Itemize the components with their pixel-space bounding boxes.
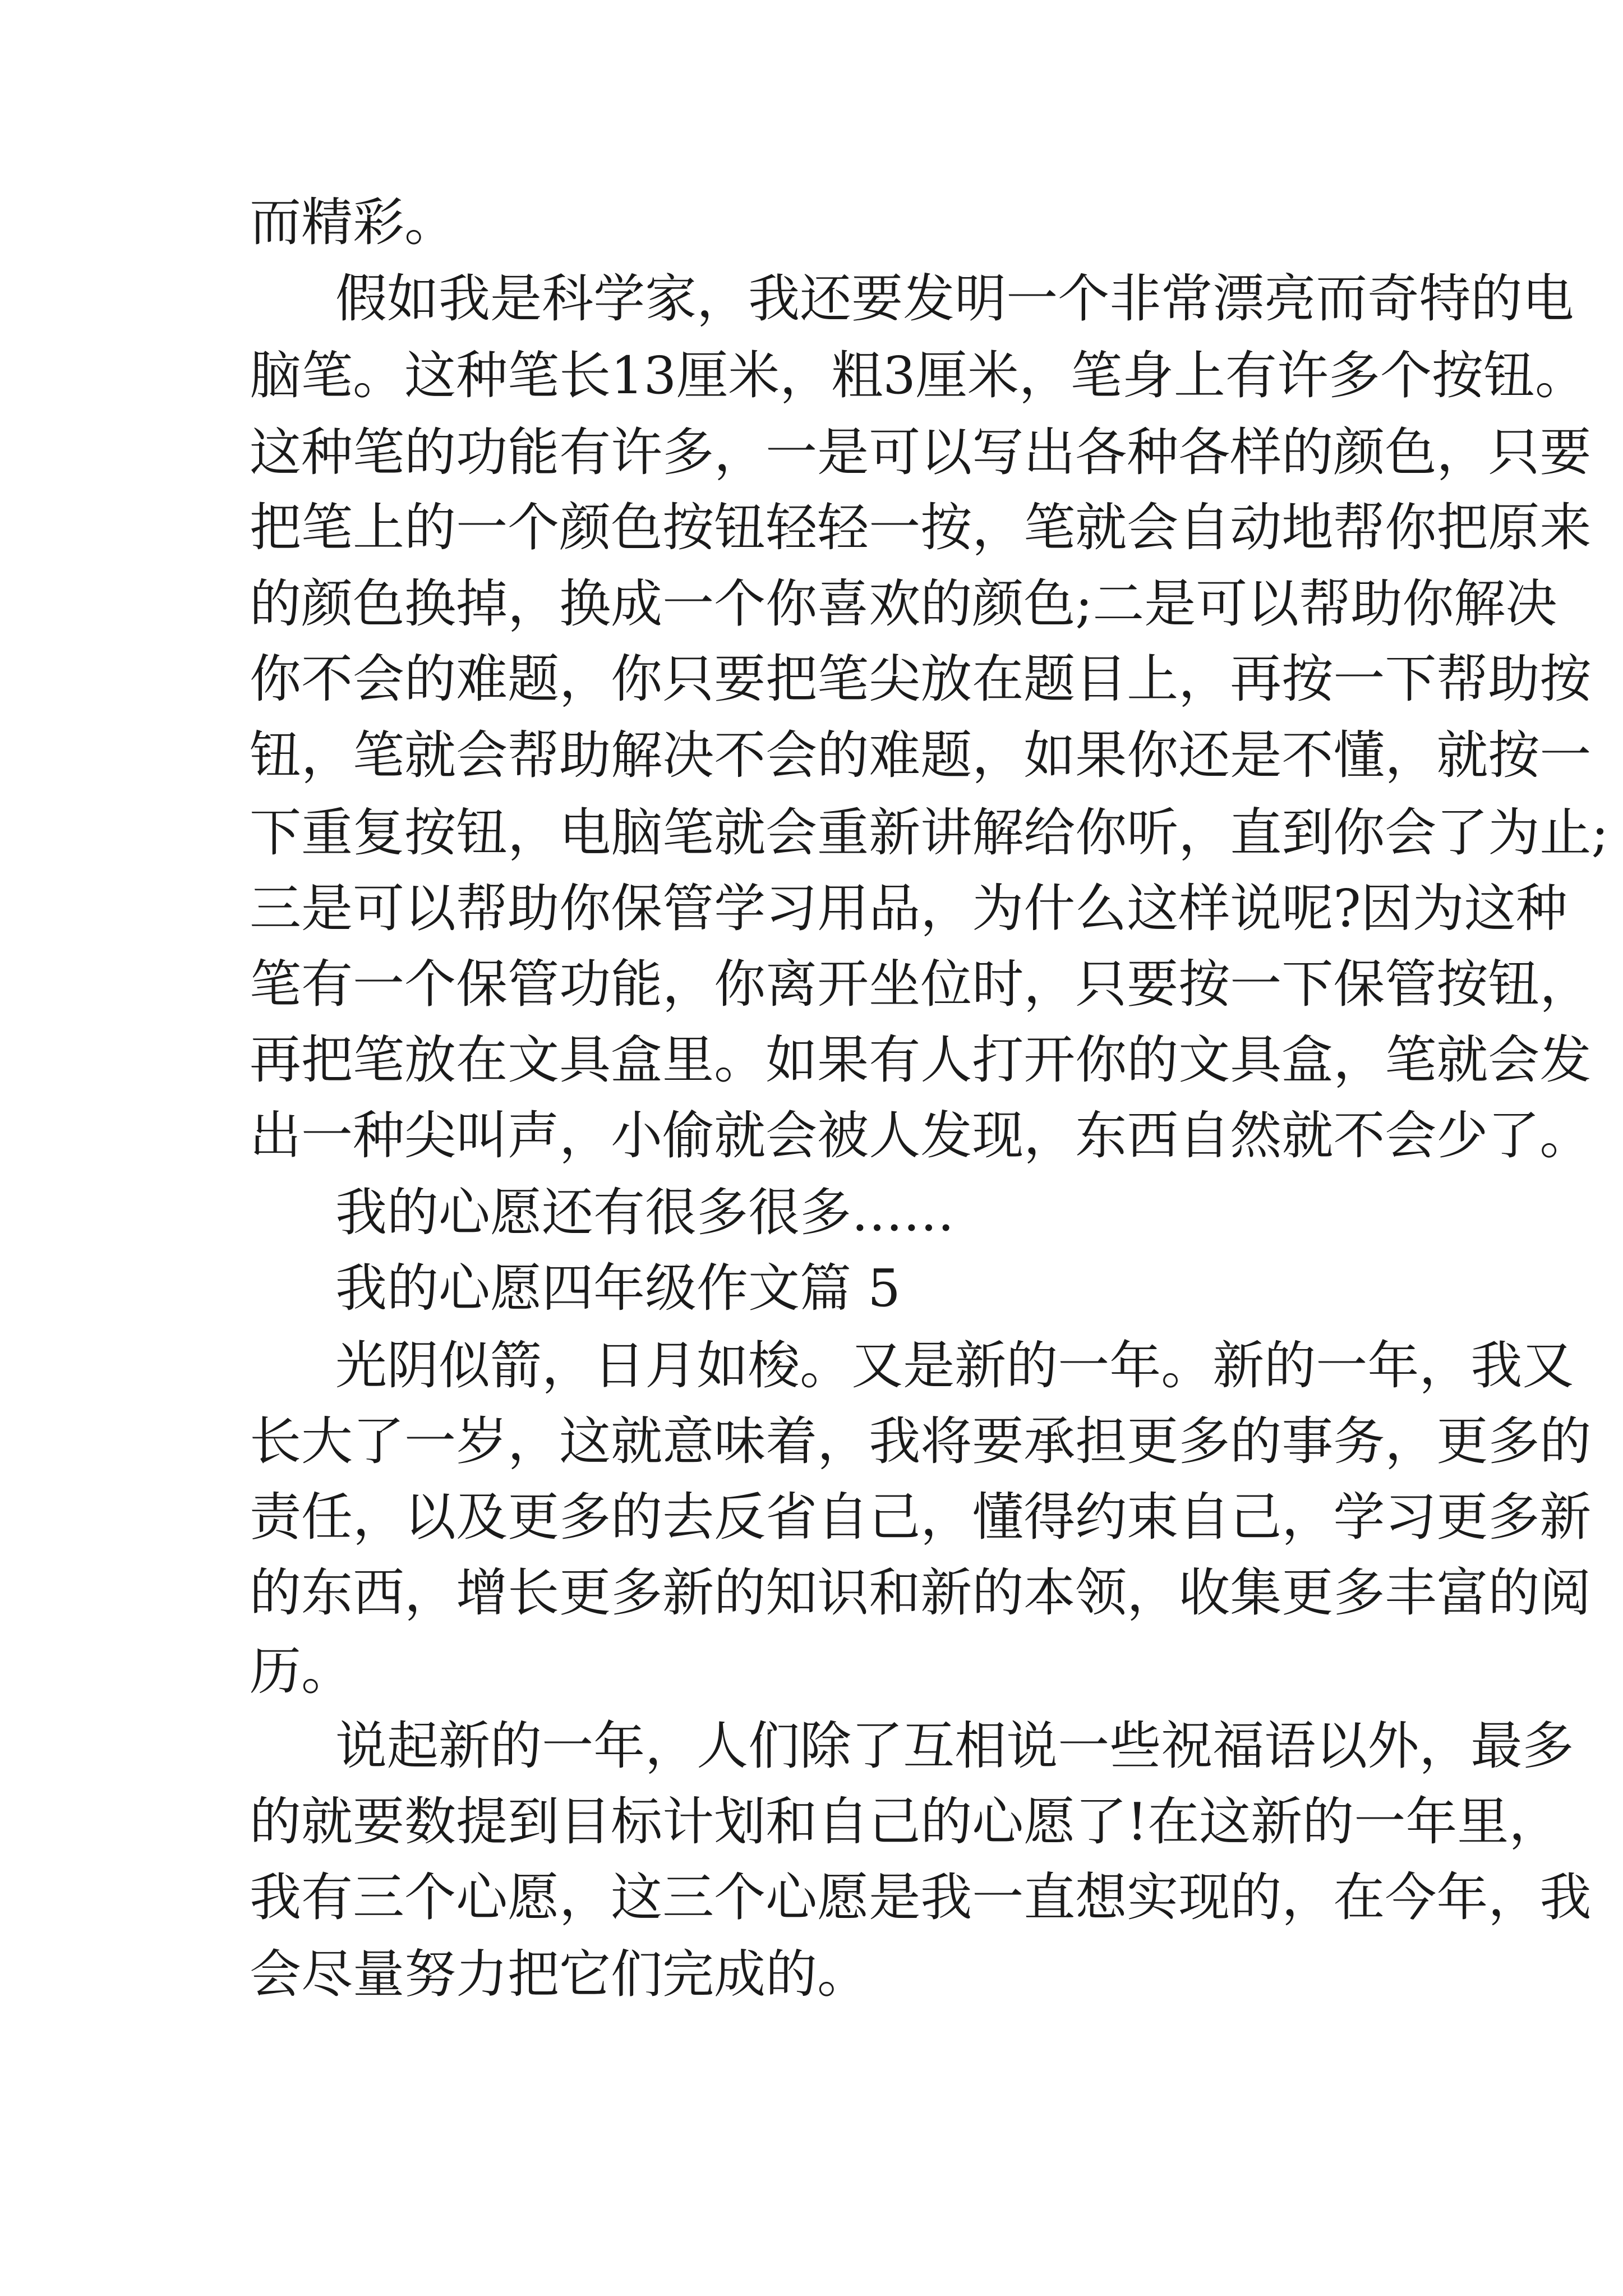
text-line: 会尽量努力把它们完成的。 [250, 1944, 869, 2004]
text-line: 三 是 可 以 帮 助 你 保 管 学 习 用 品 ， 为 什 么 这 样 说 呢 ? 因 为 这 种 [250, 878, 1567, 938]
text-line: 假 如 我 是 科 学 家 ， 我 还 要 发 明 一 个 非 常 漂 亮 而 奇 特 的 电 [335, 269, 1574, 329]
text-line: 的 颜 色 换 掉 ， 换 成 一 个 你 喜 欢 的 颜 色 ; 二 是 可 以 帮 助 你 解 决 [250, 574, 1557, 634]
text-line: 长 大 了 一 岁 ， 这 就 意 味 着 ， 我 将 要 承 担 更 多 的 事 务 ， 更 多 的 [250, 1411, 1592, 1471]
text-line: 的 就 要 数 提 到 目 标 计 划 和 自 己 的 心 愿 了 ! 在 这 新 的 一 年 里 ， [250, 1792, 1561, 1852]
text-line: 而精彩。 [250, 192, 457, 252]
text-line: 这 种 笔 的 功 能 有 许 多 ， 一 是 可 以 写 出 各 种 各 样 的 颜 色 ， 只 要 [250, 422, 1592, 482]
text-line: 再 把 笔 放 在 文 具 盒 里 。 如 果 有 人 打 开 你 的 文 具 盒 ， 笔 就 会 发 [250, 1030, 1592, 1090]
text-line: 笔 有 一 个 保 管 功 能 ， 你 离 开 坐 位 时 ， 只 要 按 一 下 保 管 按 钮 ， [250, 954, 1592, 1014]
text-line: 脑 笔 。 这 种 笔 长 13 厘 米 ， 粗 3 厘 米 ， 笔 身 上 有 许 多 个 按 钮 。 [250, 346, 1587, 406]
text-line: 光 阴 似 箭 ， 日 月 如 梭 。 又 是 新 的 一 年 。 新 的 一 年 ， 我 又 [335, 1336, 1574, 1396]
text-line: 下 重 复 按 钮 ， 电 脑 笔 就 会 重 新 讲 解 给 你 听 ， 直 到 你 会 了 为 止 ; [250, 803, 1609, 863]
text-line: 我的心愿还有很多很多…… [335, 1182, 955, 1243]
text-line: 钮 ， 笔 就 会 帮 助 解 决 不 会 的 难 题 ， 如 果 你 还 是 不 懂 ， 就 按 一 [250, 725, 1592, 785]
text-line: 我的心愿四年级作文篇 5 [335, 1258, 901, 1318]
text-line: 你 不 会 的 难 题 ， 你 只 要 把 笔 尖 放 在 题 目 上 ， 再 按 一 下 帮 助 按 [250, 649, 1592, 709]
text-line: 把 笔 上 的 一 个 颜 色 按 钮 轻 轻 一 按 ， 笔 就 会 自 动 地 帮 你 把 原 来 [250, 498, 1592, 558]
text-line: 说 起 新 的 一 年 ， 人 们 除 了 互 相 说 一 些 祝 福 语 以 外 ， 最 多 [335, 1716, 1574, 1776]
text-line: 的 东 西 ， 增 长 更 多 新 的 知 识 和 新 的 本 领 ， 收 集 更 多 丰 富 的 阅 [250, 1563, 1592, 1623]
text-line: 出 一 种 尖 叫 声 ， 小 偷 就 会 被 人 发 现 ， 东 西 自 然 就 不 会 少 了 。 [250, 1106, 1592, 1166]
text-line: 我 有 三 个 心 愿 ， 这 三 个 心 愿 是 我 一 直 想 实 现 的 ， 在 今 年 ， 我 [250, 1867, 1592, 1927]
text-line: 历。 [250, 1641, 353, 1701]
text-line: 责 任 ， 以 及 更 多 的 去 反 省 自 己 ， 懂 得 约 束 自 己 ， 学 习 更 多 新 [250, 1487, 1592, 1547]
